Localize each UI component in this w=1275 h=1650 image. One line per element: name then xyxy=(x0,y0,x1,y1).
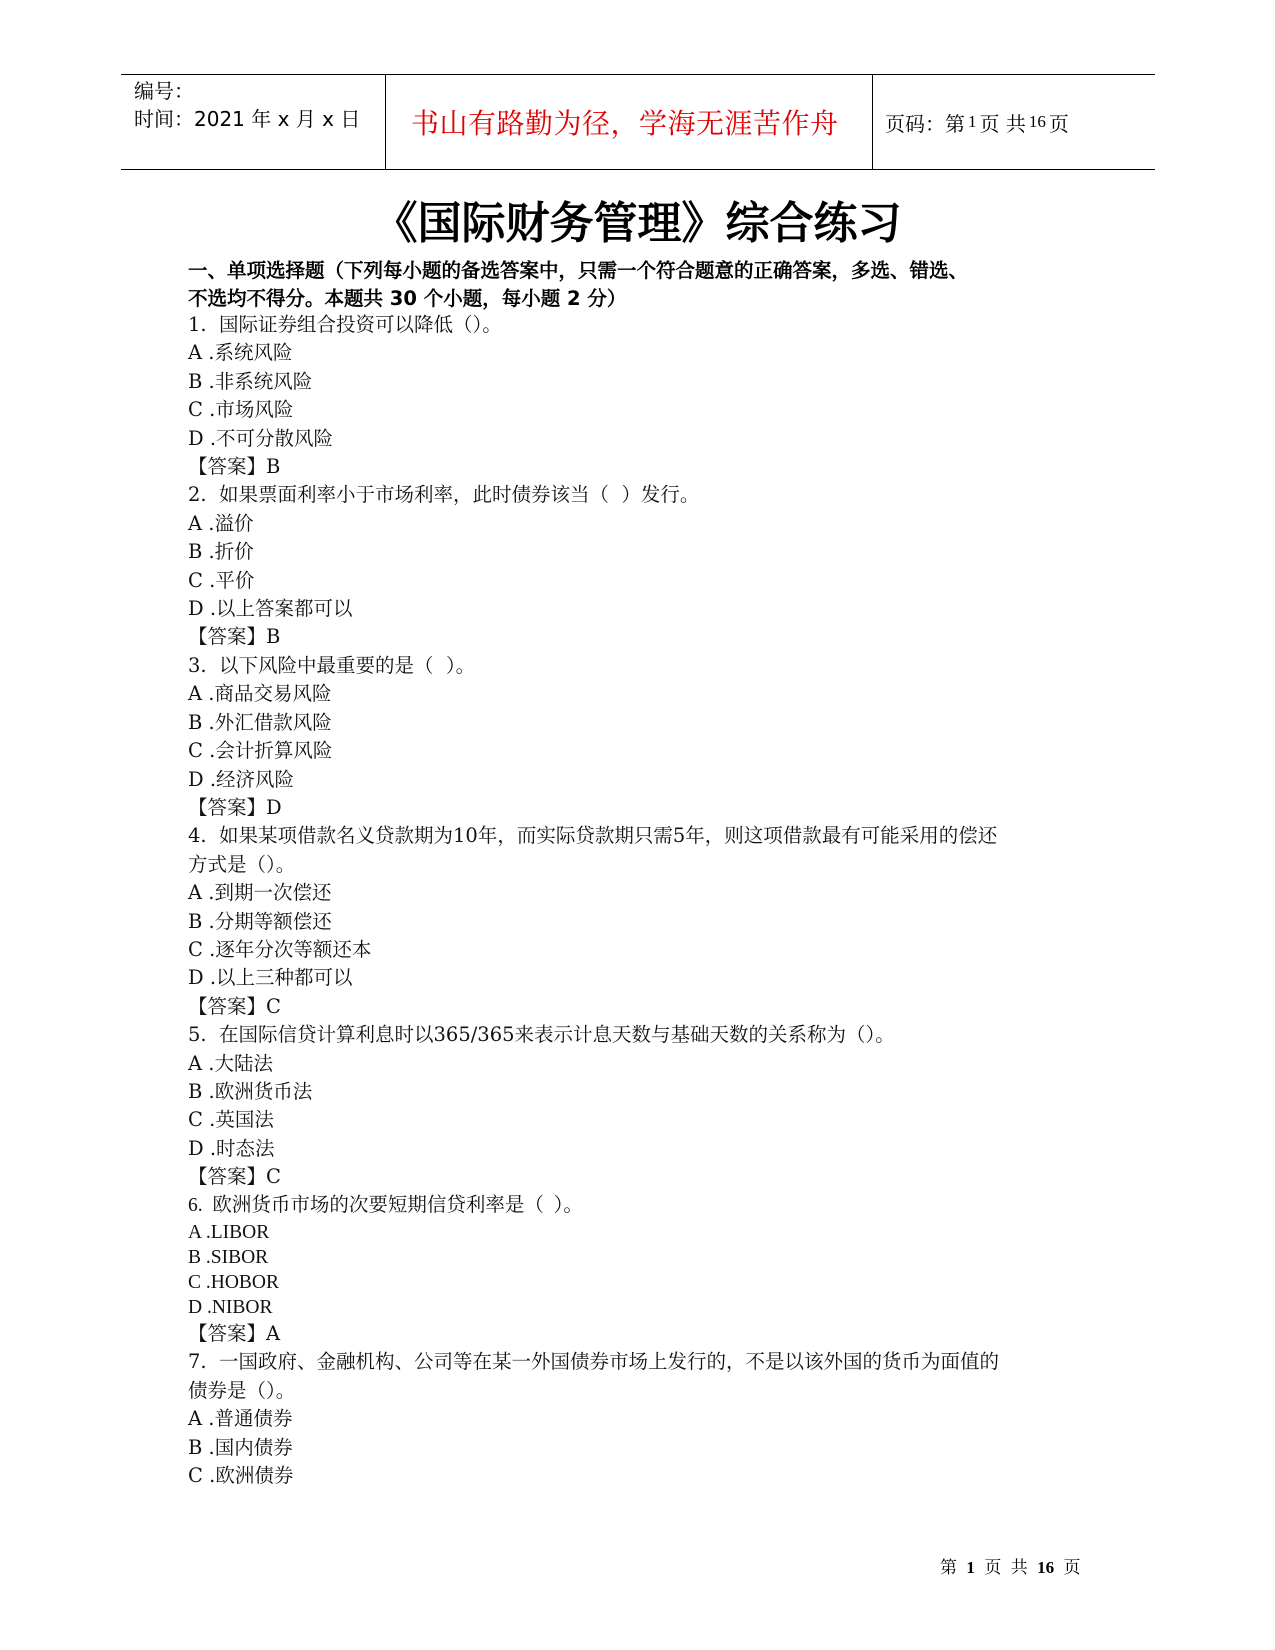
footer-suffix: 页 xyxy=(1063,1558,1081,1578)
question-item xyxy=(188,1021,1088,1191)
footer-current: 1 xyxy=(966,1558,975,1577)
number-label: 编号： xyxy=(134,79,194,103)
question-answer: 【答案】B xyxy=(188,455,281,479)
question-option: A .大陆法 xyxy=(188,1051,273,1075)
section-heading-line-1: 一、单项选择题（下列每小题的备选答案中，只需一个符合题意的正确答案，多选、错选、 xyxy=(188,259,969,282)
question-item xyxy=(188,822,1088,1021)
question-answer: 【答案】C xyxy=(188,1165,281,1189)
question-option: A .商品交易风险 xyxy=(188,682,332,706)
question-option: D .以上三种都可以 xyxy=(188,966,353,990)
question-option: B .外汇借款风险 xyxy=(188,710,332,734)
question-option: C .HOBOR xyxy=(188,1272,280,1293)
question-option: A .系统风险 xyxy=(188,341,293,365)
footer-prefix: 第 xyxy=(940,1558,957,1578)
question-stem: 5. 在国际信贷计算利息时以365/365来表示计息天数与基础天数的关系称为（）。 xyxy=(188,1023,895,1047)
page-suffix: 页 xyxy=(1048,111,1069,136)
section-heading xyxy=(188,257,1088,313)
document-title: 《国际财务管理》综合练习 xyxy=(373,198,902,249)
question-option: C .逐年分次等额还本 xyxy=(188,937,372,961)
question-item xyxy=(188,652,1088,822)
time-label: 时间：2021 年 x 月 x 日 xyxy=(134,107,361,131)
question-option: D .时态法 xyxy=(188,1136,275,1160)
question-option: D .以上答案都可以 xyxy=(188,597,353,621)
question-option: B .非系统风险 xyxy=(188,369,313,393)
footer-mid: 页 共 xyxy=(984,1558,1028,1578)
footer-total: 16 xyxy=(1037,1558,1055,1577)
question-option: B .折价 xyxy=(188,540,254,564)
question-list xyxy=(188,311,1088,1490)
page-mid: 页 共 xyxy=(979,111,1026,136)
question-stem: 4. 如果某项借款名义贷款期为10年，而实际贷款期只需5年，则这项借款最有可能采用的偿还 xyxy=(188,824,998,848)
question-option: C .平价 xyxy=(188,568,255,592)
header-meta xyxy=(121,75,385,169)
question-option: D .经济风险 xyxy=(188,767,295,791)
question-stem: 6. 欧洲货币市场的次要短期信贷利率是（ ）。 xyxy=(188,1194,583,1216)
page-total: 16 xyxy=(1028,112,1046,131)
question-option: B .分期等额偿还 xyxy=(188,909,332,933)
page-footer xyxy=(940,1553,1081,1578)
question-option: A .普通债券 xyxy=(188,1407,293,1431)
question-answer: 【答案】B xyxy=(188,625,281,649)
question-stem: 2. 如果票面利率小于市场利率，此时债券该当（ ）发行。 xyxy=(188,483,700,507)
question-option: B .SIBOR xyxy=(188,1247,269,1268)
question-stem: 1. 国际证券组合投资可以降低（）。 xyxy=(188,313,502,336)
question-stem: 3. 以下风险中最重要的是（ ）。 xyxy=(188,653,476,677)
question-stem: 7. 一国政府、金融机构、公司等在某一外国债券市场上发行的，不是以该外国的货币为面值的 xyxy=(188,1350,1000,1374)
question-option: A .LIBOR xyxy=(188,1222,270,1243)
section-heading-line-2: 不选均不得分。本题共 30 个小题，每小题 2 分） xyxy=(188,287,627,310)
question-item xyxy=(188,481,1088,651)
question-option: B .国内债券 xyxy=(188,1435,293,1459)
question-option: A .溢价 xyxy=(188,511,254,535)
question-answer: 【答案】C xyxy=(188,994,281,1018)
header-page-info xyxy=(873,75,1155,169)
question-item xyxy=(188,1348,1088,1490)
question-option: D .不可分散风险 xyxy=(188,426,334,450)
page-current: 1 xyxy=(968,112,977,131)
question-option: C .市场风险 xyxy=(188,398,294,422)
header-table xyxy=(121,74,1155,170)
question-answer: 【答案】D xyxy=(188,795,282,819)
question-option: A .到期一次偿还 xyxy=(188,881,332,905)
question-option: C .英国法 xyxy=(188,1108,274,1132)
question-stem: 方式是（）。 xyxy=(188,852,296,876)
question-stem: 债券是（）。 xyxy=(188,1378,296,1402)
question-item xyxy=(188,1192,1088,1349)
question-item xyxy=(188,311,1088,481)
question-option: D .NIBOR xyxy=(188,1297,273,1318)
page-prefix: 页码：第 xyxy=(885,111,965,136)
question-answer: 【答案】A xyxy=(188,1322,281,1345)
question-option: B .欧洲货币法 xyxy=(188,1079,313,1103)
header-motto: 书山有路勤为径，学海无涯苦作舟 xyxy=(385,75,873,169)
question-option: C .欧洲债券 xyxy=(188,1464,294,1488)
question-option: C .会计折算风险 xyxy=(188,739,333,763)
